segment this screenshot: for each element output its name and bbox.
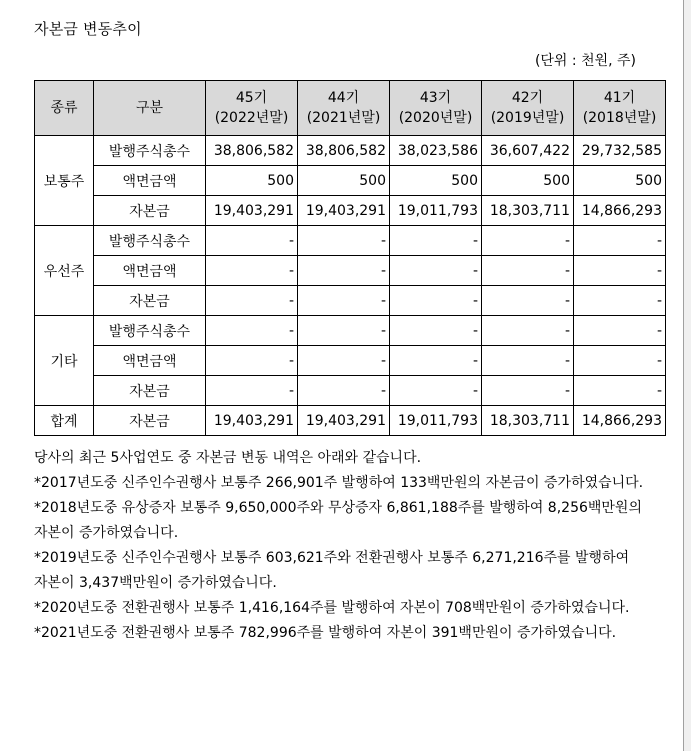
cell-value: 500 — [298, 166, 390, 196]
cell-value: - — [390, 316, 482, 346]
table-row — [35, 166, 666, 196]
cell-value: - — [206, 316, 298, 346]
table-row — [35, 346, 666, 376]
group-label: 우선주 — [35, 226, 94, 316]
header-period: 44기 (2021년말) — [298, 81, 390, 136]
cell-value: 500 — [206, 166, 298, 196]
cell-value: 18,303,711 — [482, 196, 574, 226]
note-paragraph: *2021년도중 전환권행사 보통주 782,996주를 발행하여 자본이 391백만원이 증가하였습니다. — [34, 625, 617, 641]
cell-value: - — [574, 256, 666, 286]
table-row — [35, 196, 666, 226]
cell-value: - — [206, 286, 298, 316]
cell-value: 36,607,422 — [482, 136, 574, 166]
total-label: 합계 — [35, 406, 94, 436]
cell-value: - — [298, 316, 390, 346]
cell-value: - — [298, 376, 390, 406]
cell-value: - — [390, 346, 482, 376]
cell-value: 19,403,291 — [206, 406, 298, 436]
table-row — [35, 226, 666, 256]
cell-value: - — [574, 376, 666, 406]
cell-value: - — [298, 346, 390, 376]
note-paragraph: 당사의 최근 5사업연도 중 자본금 변동 내역은 아래와 같습니다. — [34, 450, 422, 466]
cell-value: 38,806,582 — [298, 136, 390, 166]
cell-value: - — [298, 286, 390, 316]
cell-value: - — [574, 346, 666, 376]
cell-value: - — [574, 286, 666, 316]
cell-value: - — [298, 256, 390, 286]
header-period: 42기 (2019년말) — [482, 81, 574, 136]
cell-value: 500 — [574, 166, 666, 196]
row-label: 액면금액 — [94, 346, 206, 376]
header-category: 구분 — [94, 81, 206, 136]
group-label: 기타 — [35, 316, 94, 406]
cell-value: 38,806,582 — [206, 136, 298, 166]
cell-value: - — [390, 256, 482, 286]
cell-value: - — [574, 226, 666, 256]
cell-value: 19,011,793 — [390, 406, 482, 436]
cell-value: - — [482, 226, 574, 256]
note-paragraph: *2018년도중 유상증자 보통주 9,650,000주와 무상증자 6,861,188주를 발행하여 8,256백만원의 자본이 증가하였습니다. — [34, 500, 642, 541]
table-row — [35, 376, 666, 406]
table-header-row — [35, 81, 666, 136]
row-label: 자본금 — [94, 376, 206, 406]
cell-value: - — [482, 376, 574, 406]
table-row — [35, 256, 666, 286]
cell-value: - — [206, 346, 298, 376]
cell-value: 19,011,793 — [390, 196, 482, 226]
header-period: 43기 (2020년말) — [390, 81, 482, 136]
cell-value: - — [574, 316, 666, 346]
cell-value: - — [482, 316, 574, 346]
row-label: 액면금액 — [94, 166, 206, 196]
capital-change-table — [34, 80, 666, 436]
cell-value: - — [482, 286, 574, 316]
row-label: 발행주식총수 — [94, 226, 206, 256]
cell-value: - — [390, 226, 482, 256]
header-period: 45기 (2022년말) — [206, 81, 298, 136]
cell-value: 29,732,585 — [574, 136, 666, 166]
cell-value: 18,303,711 — [482, 406, 574, 436]
header-type: 종류 — [35, 81, 94, 136]
cell-value: - — [206, 376, 298, 406]
cell-value: 38,023,586 — [390, 136, 482, 166]
cell-value: - — [206, 256, 298, 286]
notes-section — [34, 446, 644, 646]
cell-value: - — [298, 226, 390, 256]
row-label: 발행주식총수 — [94, 316, 206, 346]
window-right-border — [683, 0, 691, 751]
cell-value: - — [206, 226, 298, 256]
note-paragraph: *2019년도중 신주인수권행사 보통주 603,621주와 전환권행사 보통주 6,271,216주를 발행하여 자본이 3,437백만원이 증가하였습니다. — [34, 550, 630, 591]
table-row — [35, 286, 666, 316]
row-label: 자본금 — [94, 286, 206, 316]
cell-value: 500 — [390, 166, 482, 196]
cell-value: 500 — [482, 166, 574, 196]
row-label: 자본금 — [94, 406, 206, 436]
table-row — [35, 136, 666, 166]
row-label: 액면금액 — [94, 256, 206, 286]
cell-value: 14,866,293 — [574, 406, 666, 436]
section-title: 자본금 변동추이 — [34, 20, 142, 38]
cell-value: - — [482, 256, 574, 286]
cell-value: - — [482, 346, 574, 376]
cell-value: - — [390, 286, 482, 316]
total-row — [35, 406, 666, 436]
note-paragraph: *2020년도중 전환권행사 보통주 1,416,164주를 발행하여 자본이 708백만원이 증가하였습니다. — [34, 600, 630, 616]
cell-value: - — [390, 376, 482, 406]
row-label: 발행주식총수 — [94, 136, 206, 166]
group-label: 보통주 — [35, 136, 94, 226]
cell-value: 14,866,293 — [574, 196, 666, 226]
header-period: 41기 (2018년말) — [574, 81, 666, 136]
row-label: 자본금 — [94, 196, 206, 226]
cell-value: 19,403,291 — [298, 406, 390, 436]
unit-label: (단위 : 천원, 주) — [534, 53, 636, 69]
cell-value: 19,403,291 — [298, 196, 390, 226]
note-paragraph: *2017년도중 신주인수권행사 보통주 266,901주 발행하여 133백만원의 자본금이 증가하였습니다. — [34, 475, 644, 491]
table-row — [35, 316, 666, 346]
cell-value: 19,403,291 — [206, 196, 298, 226]
